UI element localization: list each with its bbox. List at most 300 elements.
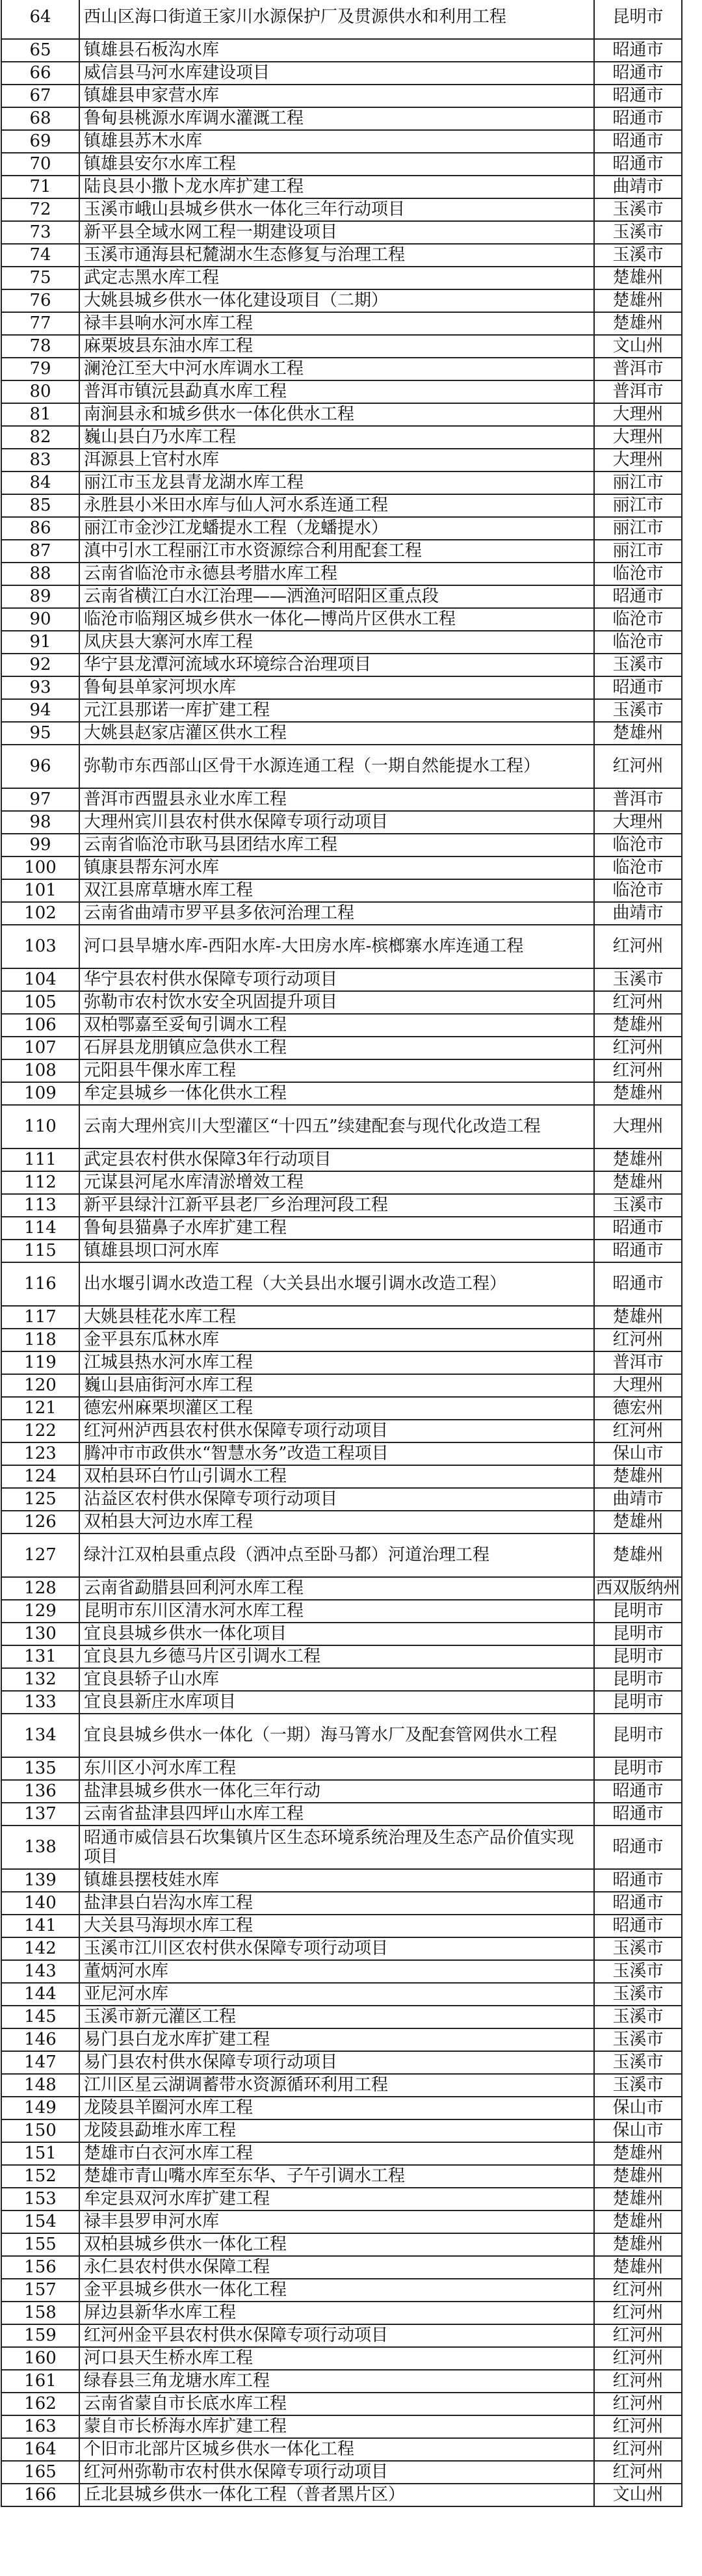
row-number: 96 bbox=[1, 745, 79, 788]
row-number: 160 bbox=[1, 2347, 79, 2370]
row-number: 98 bbox=[1, 811, 79, 834]
city-name: 楚雄州 bbox=[594, 1149, 682, 1171]
project-name: 红河州金平县农村供水保障专项行动项目 bbox=[79, 2324, 594, 2347]
city-name: 丽江市 bbox=[594, 494, 682, 517]
table-row bbox=[1, 2006, 682, 2028]
row-number: 94 bbox=[1, 699, 79, 722]
project-name: 宜良县城乡供水一体化（一期）海马箐水厂及配套管网供水工程 bbox=[79, 1714, 594, 1757]
row-number: 82 bbox=[1, 426, 79, 449]
table-row bbox=[1, 1149, 682, 1171]
table-row bbox=[1, 289, 682, 312]
row-number: 72 bbox=[1, 198, 79, 221]
project-name: 绿春县三角龙塘水库工程 bbox=[79, 2370, 594, 2393]
project-name: 出水堰引调水改造工程（大关县出水堰引调水改造工程） bbox=[79, 1262, 594, 1306]
row-number: 75 bbox=[1, 267, 79, 289]
row-number: 129 bbox=[1, 1600, 79, 1623]
city-name: 大理州 bbox=[594, 449, 682, 471]
project-name: 丘北县城乡供水一体化工程（普者黑片区） bbox=[79, 2484, 594, 2506]
city-name: 文山州 bbox=[594, 2484, 682, 2506]
row-number: 145 bbox=[1, 2006, 79, 2028]
project-name: 临沧市临翔区城乡供水一体化—博尚片区供水工程 bbox=[79, 608, 594, 631]
table-row bbox=[1, 1351, 682, 1374]
city-name: 楚雄州 bbox=[594, 1534, 682, 1577]
row-number: 156 bbox=[1, 2256, 79, 2279]
table-row bbox=[1, 1082, 682, 1105]
table-row bbox=[1, 811, 682, 834]
row-number: 135 bbox=[1, 1757, 79, 1780]
row-number: 163 bbox=[1, 2415, 79, 2438]
city-name: 丽江市 bbox=[594, 471, 682, 494]
table-row bbox=[1, 1803, 682, 1826]
row-number: 153 bbox=[1, 2188, 79, 2211]
city-name: 楚雄州 bbox=[594, 2188, 682, 2211]
table-row bbox=[1, 834, 682, 856]
project-name: 云南省勐腊县回利河水库工程 bbox=[79, 1577, 594, 1600]
city-name: 大理州 bbox=[594, 811, 682, 834]
city-name: 大理州 bbox=[594, 426, 682, 449]
table-row bbox=[1, 85, 682, 107]
row-number: 73 bbox=[1, 221, 79, 244]
project-name: 沾益区农村供水保障专项行动项目 bbox=[79, 1488, 594, 1511]
project-name: 巍山县庙街河水库工程 bbox=[79, 1374, 594, 1397]
row-number: 117 bbox=[1, 1306, 79, 1329]
project-name: 云南省临沧市耿马县团结水库工程 bbox=[79, 834, 594, 856]
project-name: 蒙自市长桥海水库扩建工程 bbox=[79, 2415, 594, 2438]
table-row bbox=[1, 2393, 682, 2415]
row-number: 130 bbox=[1, 1623, 79, 1645]
city-name: 普洱市 bbox=[594, 380, 682, 403]
row-number: 141 bbox=[1, 1915, 79, 1937]
table-row bbox=[1, 2438, 682, 2461]
project-name: 陆良县小撒卜龙水库扩建工程 bbox=[79, 176, 594, 198]
city-name: 昭通市 bbox=[594, 62, 682, 85]
project-name: 金平县城乡供水一体化工程 bbox=[79, 2279, 594, 2302]
table-row bbox=[1, 2074, 682, 2097]
row-number: 144 bbox=[1, 1983, 79, 2006]
city-name: 昆明市 bbox=[594, 1600, 682, 1623]
table-row bbox=[1, 745, 682, 788]
row-number: 66 bbox=[1, 62, 79, 85]
project-name: 红河州弥勒市农村供水保障专项行动项目 bbox=[79, 2461, 594, 2484]
project-name: 镇雄县摆枝娃水库 bbox=[79, 1869, 594, 1892]
table-row bbox=[1, 676, 682, 699]
row-number: 137 bbox=[1, 1803, 79, 1826]
city-name: 昆明市 bbox=[594, 1623, 682, 1645]
project-name: 永胜县小米田水库与仙人河水系连通工程 bbox=[79, 494, 594, 517]
city-name: 红河州 bbox=[594, 1037, 682, 1059]
table-row bbox=[1, 2142, 682, 2165]
table-row bbox=[1, 2188, 682, 2211]
table-row bbox=[1, 788, 682, 811]
table-row bbox=[1, 1329, 682, 1351]
table-row bbox=[1, 2233, 682, 2256]
city-name: 昭通市 bbox=[594, 39, 682, 62]
table-row bbox=[1, 1757, 682, 1780]
project-name: 大关县马海坝水库工程 bbox=[79, 1915, 594, 1937]
city-name: 临沧市 bbox=[594, 856, 682, 879]
city-name: 西双版纳州 bbox=[594, 1577, 682, 1600]
project-name: 宜良县城乡供水一体化项目 bbox=[79, 1623, 594, 1645]
table-row bbox=[1, 130, 682, 153]
row-number: 81 bbox=[1, 403, 79, 426]
table-row bbox=[1, 2051, 682, 2074]
table-row bbox=[1, 1869, 682, 1892]
project-name: 盐津县白岩沟水库工程 bbox=[79, 1892, 594, 1915]
row-number: 127 bbox=[1, 1534, 79, 1577]
row-number: 69 bbox=[1, 130, 79, 153]
project-name: 巍山县白乃水库工程 bbox=[79, 426, 594, 449]
row-number: 138 bbox=[1, 1826, 79, 1869]
city-name: 临沧市 bbox=[594, 834, 682, 856]
table-row bbox=[1, 1577, 682, 1600]
row-number: 78 bbox=[1, 335, 79, 358]
row-number: 146 bbox=[1, 2028, 79, 2051]
table-row bbox=[1, 0, 682, 39]
project-name: 西山区海口街道王家川水源保护厂及贯源供水和利用工程 bbox=[79, 0, 594, 39]
row-number: 90 bbox=[1, 608, 79, 631]
city-name: 昭通市 bbox=[594, 1780, 682, 1803]
table-row bbox=[1, 267, 682, 289]
city-name: 玉溪市 bbox=[594, 2074, 682, 2097]
row-number: 116 bbox=[1, 1262, 79, 1306]
row-number: 148 bbox=[1, 2074, 79, 2097]
table-row bbox=[1, 2028, 682, 2051]
row-number: 107 bbox=[1, 1037, 79, 1059]
project-name: 南涧县永和城乡供水一体化供水工程 bbox=[79, 403, 594, 426]
city-name: 楚雄州 bbox=[594, 722, 682, 745]
row-number: 92 bbox=[1, 654, 79, 676]
table-row bbox=[1, 722, 682, 745]
table-row bbox=[1, 631, 682, 654]
project-name: 德宏州麻栗坝灌区工程 bbox=[79, 1397, 594, 1420]
project-name: 楚雄市青山嘴水库至东华、子午引调水工程 bbox=[79, 2165, 594, 2188]
city-name: 昭通市 bbox=[594, 1262, 682, 1306]
city-name: 玉溪市 bbox=[594, 1983, 682, 2006]
row-number: 134 bbox=[1, 1714, 79, 1757]
city-name: 楚雄州 bbox=[594, 312, 682, 335]
table-row bbox=[1, 608, 682, 631]
table-row bbox=[1, 426, 682, 449]
row-number: 158 bbox=[1, 2302, 79, 2324]
row-number: 113 bbox=[1, 1194, 79, 1217]
table-row bbox=[1, 107, 682, 130]
project-name: 易门县白龙水库扩建工程 bbox=[79, 2028, 594, 2051]
city-name: 临沧市 bbox=[594, 608, 682, 631]
project-name: 盐津县城乡供水一体化三年行动 bbox=[79, 1780, 594, 1803]
table-row bbox=[1, 1442, 682, 1465]
city-name: 曲靖市 bbox=[594, 902, 682, 925]
project-name: 镇雄县石板沟水库 bbox=[79, 39, 594, 62]
row-number: 118 bbox=[1, 1329, 79, 1351]
city-name: 红河州 bbox=[594, 2324, 682, 2347]
city-name: 昭通市 bbox=[594, 130, 682, 153]
table-row bbox=[1, 1511, 682, 1534]
row-number: 152 bbox=[1, 2165, 79, 2188]
city-name: 昆明市 bbox=[594, 1645, 682, 1668]
city-name: 红河州 bbox=[594, 1420, 682, 1442]
table-row bbox=[1, 1488, 682, 1511]
project-name: 宜良县九乡德马片区引调水工程 bbox=[79, 1645, 594, 1668]
table-row bbox=[1, 1780, 682, 1803]
table-row bbox=[1, 176, 682, 198]
city-name: 临沧市 bbox=[594, 631, 682, 654]
table-row bbox=[1, 1240, 682, 1262]
row-number: 86 bbox=[1, 517, 79, 540]
row-number: 132 bbox=[1, 1668, 79, 1691]
table-row bbox=[1, 1306, 682, 1329]
row-number: 74 bbox=[1, 244, 79, 267]
city-name: 楚雄州 bbox=[594, 2233, 682, 2256]
city-name: 楚雄州 bbox=[594, 1465, 682, 1488]
row-number: 151 bbox=[1, 2142, 79, 2165]
table-row bbox=[1, 2347, 682, 2370]
project-name: 易门县农村供水保障专项行动项目 bbox=[79, 2051, 594, 2074]
row-number: 67 bbox=[1, 85, 79, 107]
project-name: 镇康县帮东河水库 bbox=[79, 856, 594, 879]
project-name: 新平县全域水网工程一期建设项目 bbox=[79, 221, 594, 244]
row-number: 101 bbox=[1, 879, 79, 902]
table-row bbox=[1, 1420, 682, 1442]
table-row bbox=[1, 879, 682, 902]
row-number: 140 bbox=[1, 1892, 79, 1915]
table-row bbox=[1, 2415, 682, 2438]
row-number: 79 bbox=[1, 358, 79, 380]
table-row bbox=[1, 1262, 682, 1306]
project-name: 大姚县桂花水库工程 bbox=[79, 1306, 594, 1329]
city-name: 昭通市 bbox=[594, 1892, 682, 1915]
row-number: 147 bbox=[1, 2051, 79, 2074]
table-row bbox=[1, 1105, 682, 1149]
table-row bbox=[1, 1194, 682, 1217]
project-name: 滇中引水工程丽江市水资源综合利用配套工程 bbox=[79, 540, 594, 563]
city-name: 楚雄州 bbox=[594, 1511, 682, 1534]
project-name: 东川区小河水库工程 bbox=[79, 1757, 594, 1780]
city-name: 保山市 bbox=[594, 2097, 682, 2119]
city-name: 大理州 bbox=[594, 403, 682, 426]
city-name: 玉溪市 bbox=[594, 1194, 682, 1217]
project-name: 河口县天生桥水库工程 bbox=[79, 2347, 594, 2370]
city-name: 红河州 bbox=[594, 2302, 682, 2324]
city-name: 红河州 bbox=[594, 2461, 682, 2484]
project-table bbox=[1, 0, 682, 2507]
table-row bbox=[1, 198, 682, 221]
row-number: 102 bbox=[1, 902, 79, 925]
table-row bbox=[1, 1668, 682, 1691]
city-name: 玉溪市 bbox=[594, 244, 682, 267]
project-name: 镇雄县坝口河水库 bbox=[79, 1240, 594, 1262]
table-row bbox=[1, 1465, 682, 1488]
row-number: 150 bbox=[1, 2119, 79, 2142]
city-name: 丽江市 bbox=[594, 517, 682, 540]
city-name: 玉溪市 bbox=[594, 2006, 682, 2028]
project-name: 大姚县城乡供水一体化建设项目（二期） bbox=[79, 289, 594, 312]
row-number: 65 bbox=[1, 39, 79, 62]
project-name: 龙陵县羊圈河水库工程 bbox=[79, 2097, 594, 2119]
city-name: 昭通市 bbox=[594, 1217, 682, 1240]
city-name: 红河州 bbox=[594, 925, 682, 968]
row-number: 85 bbox=[1, 494, 79, 517]
project-name: 鲁甸县桃源水库调水灌溉工程 bbox=[79, 107, 594, 130]
city-name: 德宏州 bbox=[594, 1397, 682, 1420]
project-name: 澜沧江至大中河水库调水工程 bbox=[79, 358, 594, 380]
city-name: 玉溪市 bbox=[594, 198, 682, 221]
row-number: 125 bbox=[1, 1488, 79, 1511]
project-name: 双柏县大河边水库工程 bbox=[79, 1511, 594, 1534]
city-name: 楚雄州 bbox=[594, 1171, 682, 1194]
project-name: 董炳河水库 bbox=[79, 1960, 594, 1983]
table-row bbox=[1, 1397, 682, 1420]
row-number: 166 bbox=[1, 2484, 79, 2506]
row-number: 70 bbox=[1, 153, 79, 176]
table-row bbox=[1, 1826, 682, 1869]
table-row bbox=[1, 1983, 682, 2006]
row-number: 110 bbox=[1, 1105, 79, 1149]
city-name: 昆明市 bbox=[594, 0, 682, 39]
city-name: 昆明市 bbox=[594, 1668, 682, 1691]
table-row bbox=[1, 2279, 682, 2302]
project-name: 宜良县轿子山水库 bbox=[79, 1668, 594, 1691]
city-name: 昆明市 bbox=[594, 1757, 682, 1780]
table-row bbox=[1, 925, 682, 968]
table-row bbox=[1, 153, 682, 176]
row-number: 88 bbox=[1, 563, 79, 585]
row-number: 80 bbox=[1, 380, 79, 403]
row-number: 109 bbox=[1, 1082, 79, 1105]
project-name: 弥勒市农村饮水安全巩固提升项目 bbox=[79, 991, 594, 1014]
city-name: 昭通市 bbox=[594, 1869, 682, 1892]
project-name: 宜良县新庄水库项目 bbox=[79, 1691, 594, 1714]
table-row bbox=[1, 2461, 682, 2484]
city-name: 红河州 bbox=[594, 2347, 682, 2370]
row-number: 99 bbox=[1, 834, 79, 856]
city-name: 玉溪市 bbox=[594, 2051, 682, 2074]
row-number: 108 bbox=[1, 1059, 79, 1082]
city-name: 玉溪市 bbox=[594, 968, 682, 991]
project-name: 云南大理州宾川大型灌区“十四五”续建配套与现代化改造工程 bbox=[79, 1105, 594, 1149]
table-row bbox=[1, 2370, 682, 2393]
project-name: 龙陵县勐堆水库工程 bbox=[79, 2119, 594, 2142]
city-name: 昭通市 bbox=[594, 85, 682, 107]
project-name: 麻栗坡县东油水库工程 bbox=[79, 335, 594, 358]
row-number: 84 bbox=[1, 471, 79, 494]
project-name: 双柏县城乡供水一体化工程 bbox=[79, 2233, 594, 2256]
table-row bbox=[1, 1714, 682, 1757]
project-name: 镇雄县安尔水库工程 bbox=[79, 153, 594, 176]
city-name: 红河州 bbox=[594, 2393, 682, 2415]
city-name: 红河州 bbox=[594, 745, 682, 788]
project-name: 鲁甸县单家河坝水库 bbox=[79, 676, 594, 699]
row-number: 162 bbox=[1, 2393, 79, 2415]
table-row bbox=[1, 856, 682, 879]
project-name: 个旧市北部片区城乡供水一体化工程 bbox=[79, 2438, 594, 2461]
city-name: 楚雄州 bbox=[594, 2211, 682, 2233]
city-name: 楚雄州 bbox=[594, 1082, 682, 1105]
project-name: 丽江市金沙江龙蟠提水工程（龙蟠提水） bbox=[79, 517, 594, 540]
table-row bbox=[1, 1623, 682, 1645]
table-row bbox=[1, 2256, 682, 2279]
table-row bbox=[1, 540, 682, 563]
row-number: 106 bbox=[1, 1014, 79, 1037]
row-number: 71 bbox=[1, 176, 79, 198]
row-number: 68 bbox=[1, 107, 79, 130]
table-row bbox=[1, 358, 682, 380]
table-row bbox=[1, 312, 682, 335]
project-name: 凤庆县大寨河水库工程 bbox=[79, 631, 594, 654]
project-name: 屏边县新华水库工程 bbox=[79, 2302, 594, 2324]
city-name: 红河州 bbox=[594, 991, 682, 1014]
project-name: 武定志黑水库工程 bbox=[79, 267, 594, 289]
city-name: 大理州 bbox=[594, 1374, 682, 1397]
table-row bbox=[1, 449, 682, 471]
row-number: 164 bbox=[1, 2438, 79, 2461]
city-name: 普洱市 bbox=[594, 1351, 682, 1374]
project-name: 弥勒市东西部山区骨干水源连通工程（一期自然能提水工程） bbox=[79, 745, 594, 788]
row-number: 159 bbox=[1, 2324, 79, 2347]
row-number: 104 bbox=[1, 968, 79, 991]
project-name: 双江县席草塘水库工程 bbox=[79, 879, 594, 902]
project-table-body bbox=[1, 0, 682, 2506]
project-name: 昭通市威信县石坎集镇片区生态环境系统治理及生态产品价值实现项目 bbox=[79, 1826, 594, 1869]
row-number: 97 bbox=[1, 788, 79, 811]
row-number: 95 bbox=[1, 722, 79, 745]
project-name: 元谋县河尾水库清淤增效工程 bbox=[79, 1171, 594, 1194]
table-row bbox=[1, 2302, 682, 2324]
project-name: 双柏县环白竹山引调水工程 bbox=[79, 1465, 594, 1488]
table-row bbox=[1, 585, 682, 608]
row-number: 133 bbox=[1, 1691, 79, 1714]
project-name: 玉溪市江川区农村供水保障专项行动项目 bbox=[79, 1937, 594, 1960]
city-name: 昭通市 bbox=[594, 153, 682, 176]
city-name: 红河州 bbox=[594, 1329, 682, 1351]
row-number: 91 bbox=[1, 631, 79, 654]
project-name: 云南省横江白水江治理——洒渔河昭阳区重点段 bbox=[79, 585, 594, 608]
table-row bbox=[1, 517, 682, 540]
row-number: 161 bbox=[1, 2370, 79, 2393]
project-name: 双柏鄂嘉至妥甸引调水工程 bbox=[79, 1014, 594, 1037]
row-number: 89 bbox=[1, 585, 79, 608]
project-name: 石屏县龙朋镇应急供水工程 bbox=[79, 1037, 594, 1059]
city-name: 昭通市 bbox=[594, 107, 682, 130]
project-name: 洱源县上官村水库 bbox=[79, 449, 594, 471]
project-name: 牟定县双河水库扩建工程 bbox=[79, 2188, 594, 2211]
city-name: 玉溪市 bbox=[594, 2028, 682, 2051]
table-row bbox=[1, 1691, 682, 1714]
project-name: 镇雄县申家营水库 bbox=[79, 85, 594, 107]
table-row bbox=[1, 563, 682, 585]
city-name: 保山市 bbox=[594, 2119, 682, 2142]
project-name: 元江县那诺一库扩建工程 bbox=[79, 699, 594, 722]
project-name: 普洱市西盟县永业水库工程 bbox=[79, 788, 594, 811]
table-row bbox=[1, 1937, 682, 1960]
project-name: 云南省盐津县四坪山水库工程 bbox=[79, 1803, 594, 1826]
city-name: 红河州 bbox=[594, 1059, 682, 1082]
city-name: 大理州 bbox=[594, 1105, 682, 1149]
row-number: 136 bbox=[1, 1780, 79, 1803]
project-name: 威信县马河水库建设项目 bbox=[79, 62, 594, 85]
table-row bbox=[1, 991, 682, 1014]
table-row bbox=[1, 1059, 682, 1082]
row-number: 93 bbox=[1, 676, 79, 699]
project-name: 昆明市东川区清水河水库工程 bbox=[79, 1600, 594, 1623]
row-number: 122 bbox=[1, 1420, 79, 1442]
project-name: 金平县东瓜林水库 bbox=[79, 1329, 594, 1351]
table-row bbox=[1, 380, 682, 403]
project-name: 普洱市镇沅县勐真水库工程 bbox=[79, 380, 594, 403]
project-name: 华宁县农村供水保障专项行动项目 bbox=[79, 968, 594, 991]
row-number: 126 bbox=[1, 1511, 79, 1534]
row-number: 154 bbox=[1, 2211, 79, 2233]
table-row bbox=[1, 1645, 682, 1668]
